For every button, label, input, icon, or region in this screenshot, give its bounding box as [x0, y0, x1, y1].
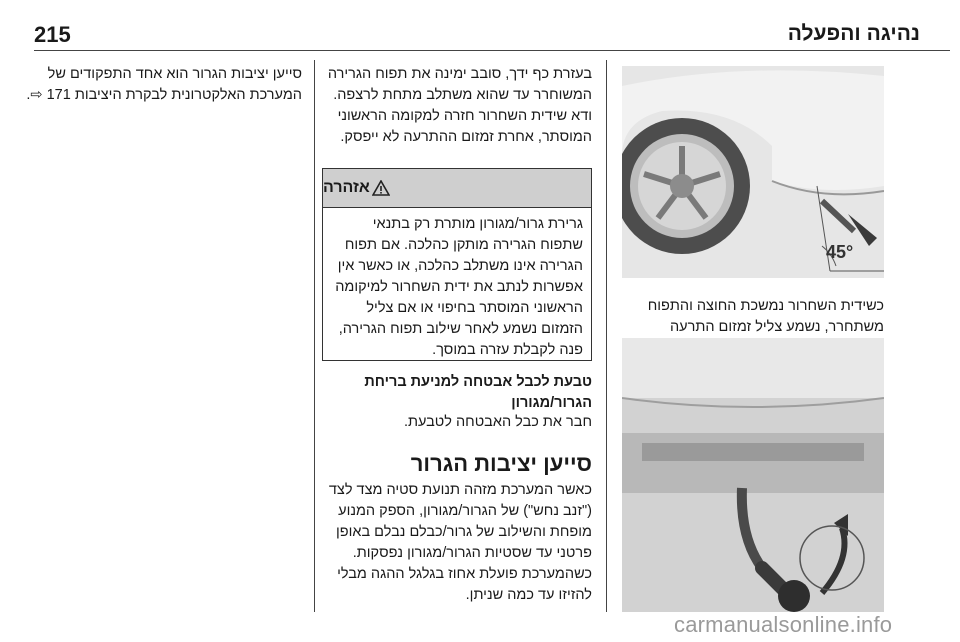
warning-header [323, 169, 591, 208]
trailer-stability-continued [12, 64, 302, 106]
figure-caption: כשידית השחרור נמשכת החוצה והתפוח משתחרר, נשמע צליל זמזום התרעה [647, 298, 884, 335]
page-header [0, 0, 960, 50]
trailer-stability-heading: סייען יציבות הגרור [410, 451, 592, 476]
page-number: 215 [34, 22, 71, 47]
warning-box [322, 168, 592, 361]
angle-label: 45° [826, 242, 854, 262]
column-divider-left [314, 60, 315, 612]
page-reference-link[interactable]: 171 ⇨. [26, 87, 71, 103]
continued-text: סייען יציבות הגרור הוא אחד התפקודים של המערכת האלקטרונית לבקרת היציבות [47, 66, 302, 103]
trailer-stability-text: כאשר המערכת מזהה תנועת סטיה מצד לצד ("זנב נחש") של הגרור/מגורון, הספק המנוע מופחת והשילוב של גרור/כבלם נבלם באופן פרטני עד שסטיות הגרור/מגורון נפסקות. כשהמערכת פועלת אחוז בגלגל ההגה מבלי להזיזו עד כמה שניתן. [328, 482, 592, 603]
tow-ball-rotation-illustration [622, 338, 884, 612]
section-title: נהיגה והפעלה [787, 22, 920, 45]
warning-title: אזהרה [323, 179, 370, 196]
safety-cable-text: חבר את כבל האבטחה לטבעת. [403, 414, 592, 430]
tow-ball-drawing [622, 338, 884, 612]
safety-cable-heading: טבעת לכבל אבטחה למניעת בריחת הגרור/מגורון [364, 374, 592, 411]
warning-triangle-icon [372, 180, 390, 196]
tow-bar-release-illustration [622, 66, 884, 278]
header-divider [34, 50, 950, 51]
column-divider-right [606, 60, 607, 612]
warning-text: גרירת גרור/מגורון מותרת רק בתנאי שתפוח הגרירה מותקן כהלכה. אם תפוח הגרירה אינו משתלב כהלכה, או כאשר אין אפשרות לנתב את ידית השחרור למיקומה הראשוני המוסתר בחיפוי או אם צליל הזמזום נשמע לאחר שילוב תפוח הגרירה, פנה לקבלת עזרה במוסך. [335, 216, 583, 358]
watermark: carmanualsonline.info [674, 612, 893, 637]
car-rear-wheel-drawing [622, 66, 884, 278]
release-instructions: בעזרת כף ידך, סובב ימינה את תפוח הגרירה המשוחרר עד שהוא משתלב מתחת לרצפה. ודא שידית השחרור חזרה למקומה הראשוני המוסתר, אחרת זמזום ההתרעה לא ייפסק. [327, 66, 592, 145]
